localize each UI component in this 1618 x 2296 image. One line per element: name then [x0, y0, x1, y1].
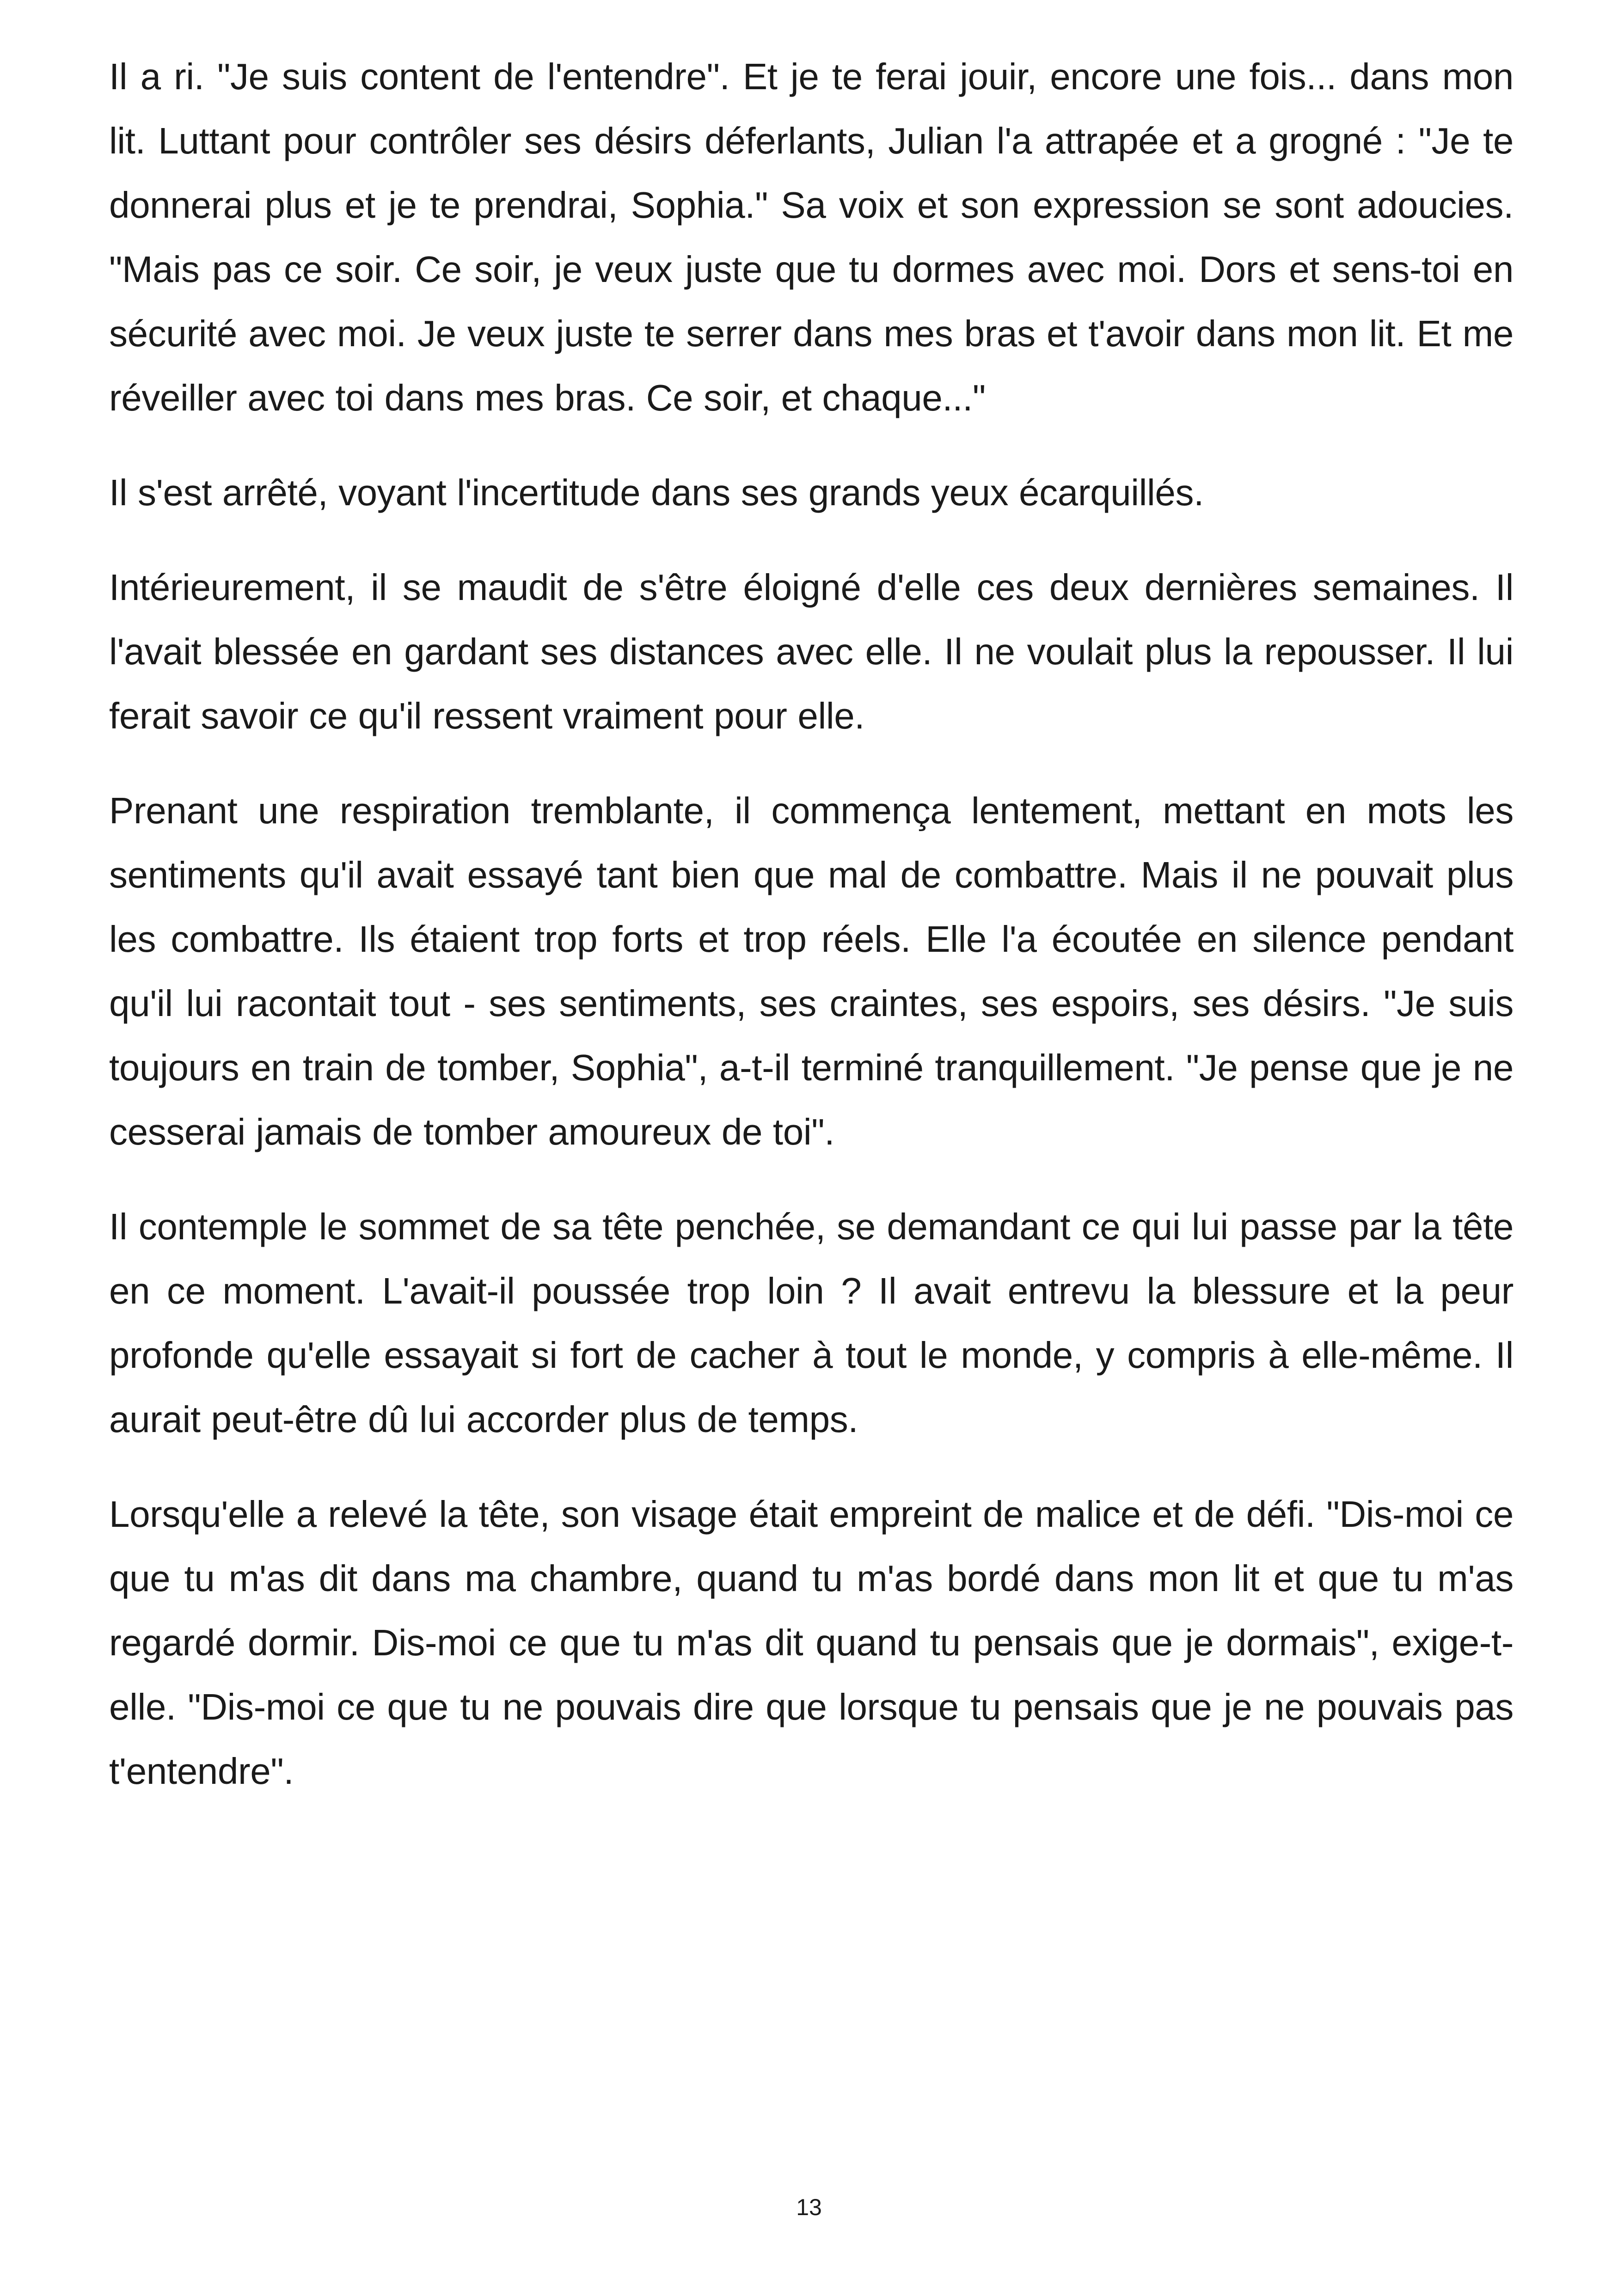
page-number: 13	[796, 2194, 822, 2220]
paragraph-5: Il contemple le sommet de sa tête penchée, se demandant ce qui lui passe par la tête en ce moment. L'avait-il poussée trop loin ? Il avait entrevu la blessure et la peur profonde qu'elle essayait si fort de cacher à tout le monde, y compris à elle-même. Il aurait peut-être dû lui accorder plus de temps.	[109, 1206, 1514, 1440]
body-text	[109, 44, 1514, 1834]
paragraph-1: Il a ri. "Je suis content de l'entendre". Et je te ferai jouir, encore une fois... dans mon lit. Luttant pour contrôler ses désirs déferlants, Julian l'a attrapée et a grogné : "Je te donnerai plus et je te prendrai, Sophia." Sa voix et son expression se sont adoucies. "Mais pas ce soir. Ce soir, je veux juste que tu dormes avec moi. Dors et sens-toi en sécurité avec moi. Je veux juste te serrer dans mes bras et t'avoir dans mon lit. Et me réveiller avec toi dans mes bras. Ce soir, et chaque..."	[109, 56, 1514, 418]
paragraph-4: Prenant une respiration tremblante, il commença lentement, mettant en mots les sentiments qu'il avait essayé tant bien que mal de combattre. Mais il ne pouvait plus les combattre. Ils étaient trop forts et trop réels. Elle l'a écoutée en silence pendant qu'il lui racontait tout - ses sentiments, ses craintes, ses espoirs, ses désirs. "Je suis toujours en train de tomber, Sophia", a-t-il terminé tranquillement. "Je pense que je ne cesserai jamais de tomber amoureux de toi".	[109, 790, 1514, 1152]
paragraph-6: Lorsqu'elle a relevé la tête, son visage était empreint de malice et de défi. "Dis-moi ce que tu m'as dit dans ma chambre, quand tu m'as bordé dans mon lit et que tu m'as regardé dormir. Dis-moi ce que tu m'as dit quand tu pensais que je dormais", exige-t-elle. "Dis-moi ce que tu ne pouvais dire que lorsque tu pensais que je ne pouvais pas t'entendre".	[109, 1494, 1514, 1792]
paragraph-2: Il s'est arrêté, voyant l'incertitude dans ses grands yeux écarquillés.	[109, 472, 1204, 513]
paragraph-3: Intérieurement, il se maudit de s'être éloigné d'elle ces deux dernières semaines. Il l'avait blessée en gardant ses distances avec elle. Il ne voulait plus la repousser. Il lui ferait savoir ce qu'il ressent vraiment pour elle.	[109, 567, 1514, 736]
